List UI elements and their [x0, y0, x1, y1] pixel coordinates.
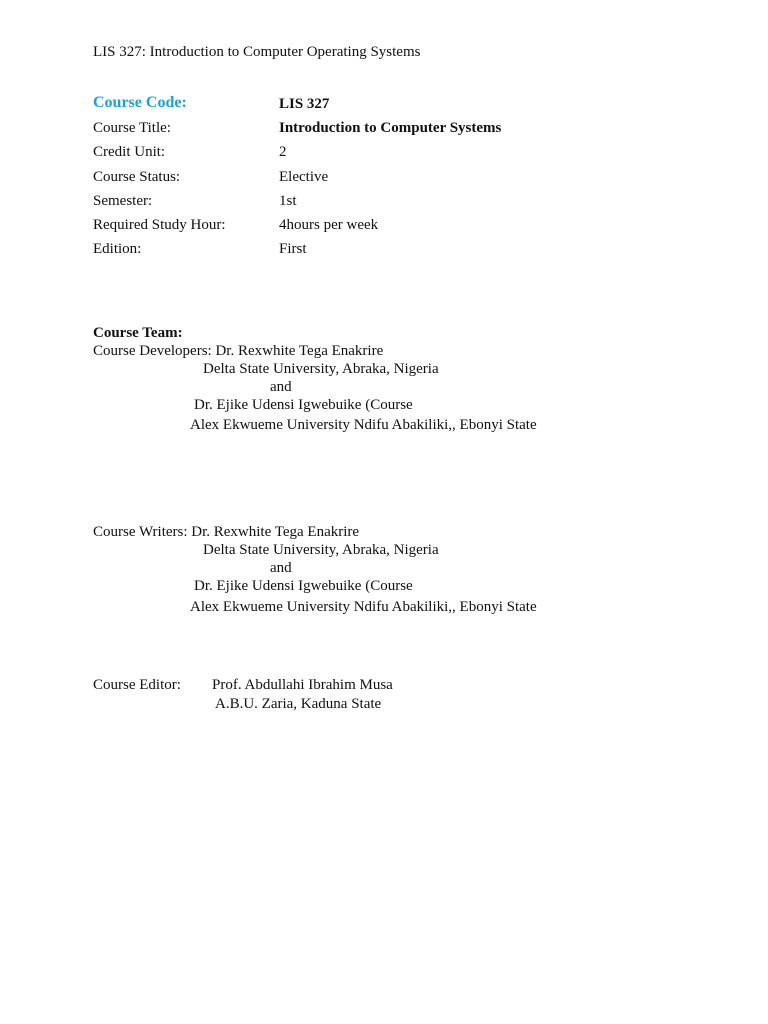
study-hour-value: 4hours per week — [279, 217, 379, 233]
course-status-value: Elective — [279, 169, 329, 185]
developers-second-name: Dr. Ejike Udensi Igwebuike (Course — [194, 397, 413, 413]
edition-label: Edition: — [93, 241, 142, 257]
credit-unit-value: 2 — [279, 144, 287, 160]
course-title-value: Introduction to Computer Systems — [279, 120, 502, 136]
developers-affiliation-1: Delta State University, Abraka, Nigeria — [203, 361, 439, 377]
course-code-value: LIS 327 — [279, 96, 330, 112]
edition-value: First — [279, 241, 307, 257]
course-status-label: Course Status: — [93, 169, 181, 185]
document-header-title: LIS 327: Introduction to Computer Operating Systems — [93, 44, 421, 60]
credit-unit-label: Credit Unit: — [93, 144, 166, 160]
writers-line: Course Writers: Dr. Rexwhite Tega Enakrire — [93, 524, 360, 540]
editor-label: Course Editor: — [93, 677, 181, 693]
writers-affiliation-1: Delta State University, Abraka, Nigeria — [203, 542, 439, 558]
writers-second-name: Dr. Ejike Udensi Igwebuike (Course — [194, 578, 413, 594]
editor-name: Prof. Abdullahi Ibrahim Musa — [212, 677, 393, 693]
writers-and: and — [270, 560, 292, 576]
course-title-label: Course Title: — [93, 120, 171, 136]
course-code-label: Course Code: — [93, 94, 187, 111]
editor-affiliation: A.B.U. Zaria, Kaduna State — [215, 696, 382, 712]
writers-affiliation-2: Alex Ekwueme University Ndifu Abakiliki,, Ebonyi State — [190, 599, 537, 615]
semester-value: 1st — [279, 193, 297, 209]
study-hour-label: Required Study Hour: — [93, 217, 226, 233]
developers-and: and — [270, 379, 292, 395]
developers-affiliation-2: Alex Ekwueme University Ndifu Abakiliki,, Ebonyi State — [190, 417, 537, 433]
developers-line: Course Developers: Dr. Rexwhite Tega Enakrire — [93, 343, 384, 359]
course-team-heading: Course Team: — [93, 325, 183, 341]
semester-label: Semester: — [93, 193, 153, 209]
